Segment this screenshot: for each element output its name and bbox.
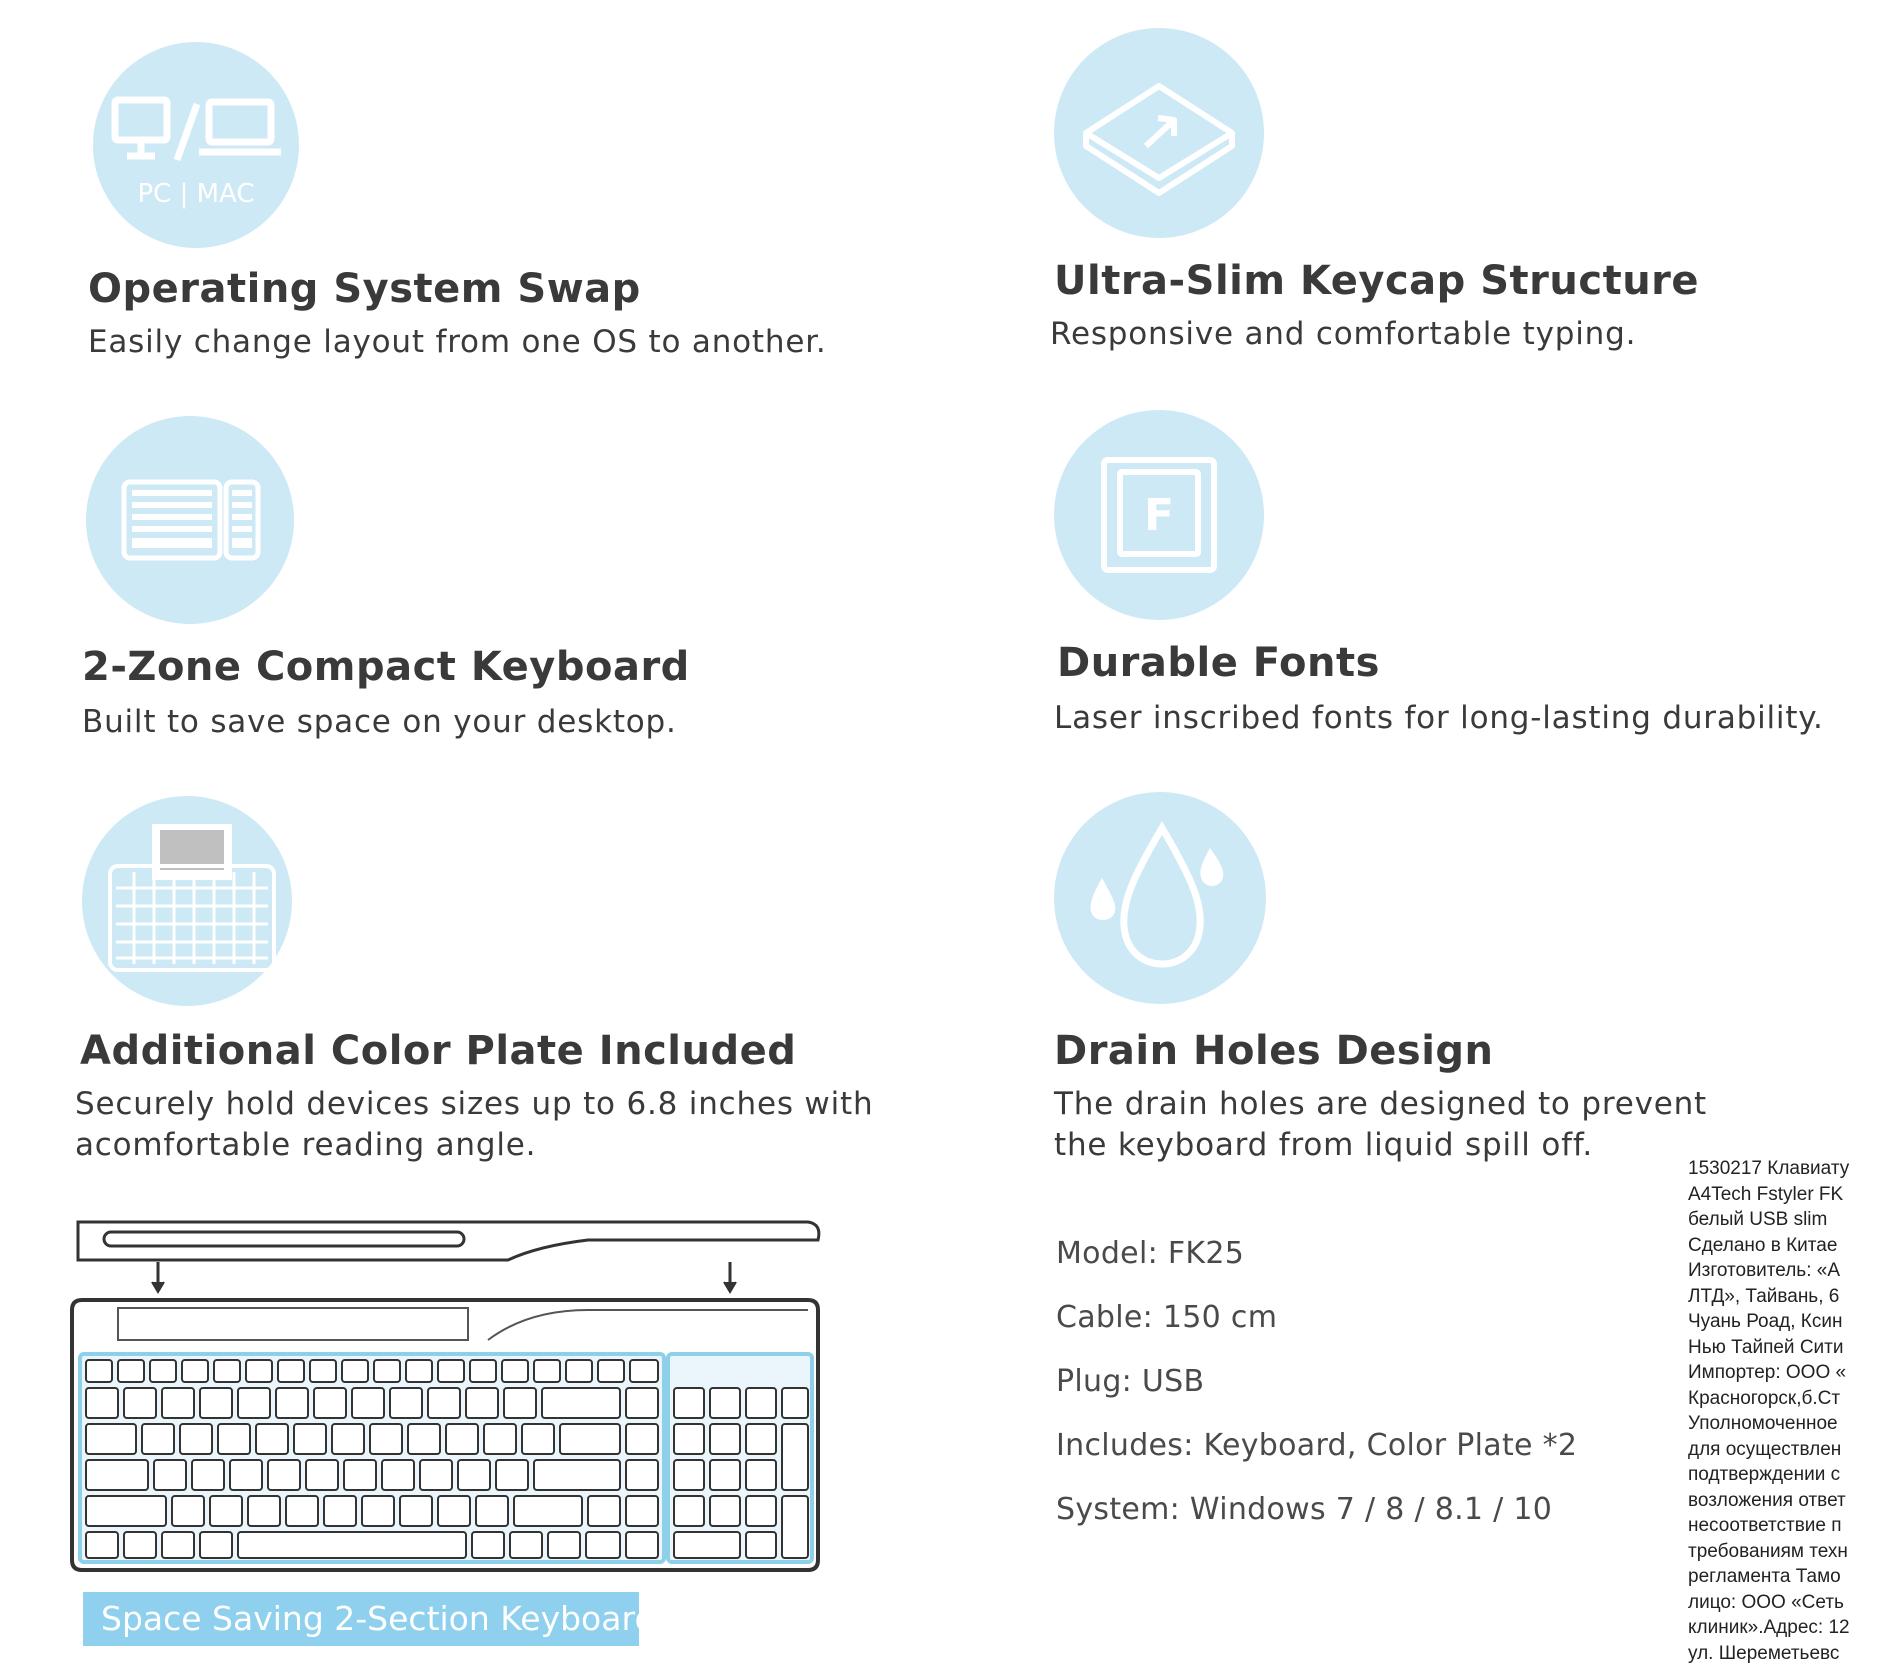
label-line: несоответствие п xyxy=(1688,1515,1842,1536)
product-label xyxy=(1688,1156,1880,1673)
keyboard-illustration xyxy=(68,1210,828,1580)
feature-title-drain-holes: Drain Holes Design xyxy=(1054,1028,1494,1074)
label-line: Уполномоченное xyxy=(1688,1413,1838,1434)
feature-desc-drain-holes-line2: the keyboard from liquid spill off. xyxy=(1054,1127,1593,1163)
spec-model: Model: FK25 xyxy=(1056,1236,1245,1271)
feature-desc-drain-holes-line1: The drain holes are designed to prevent xyxy=(1054,1086,1707,1122)
label-line: ЛТД», Тайвань, 6 xyxy=(1688,1285,1840,1307)
label-line: возложения ответ xyxy=(1688,1489,1846,1511)
feature-desc-os-swap: Easily change layout from one OS to another. xyxy=(88,324,827,360)
feature-desc-color-plate-line2: acomfortable reading angle. xyxy=(75,1127,537,1163)
spec-cable: Cable: 150 cm xyxy=(1056,1300,1278,1335)
pc-mac-icon xyxy=(93,42,299,248)
label-line: Красногорск,б.Ст xyxy=(1688,1387,1841,1409)
label-line: Нью Тайпей Сити xyxy=(1688,1336,1844,1358)
label-line: белый USB slim xyxy=(1688,1209,1828,1230)
label-line: ул. Шереметьевс xyxy=(1688,1642,1840,1664)
feature-desc-durable-fonts: Laser inscribed fonts for long-lasting durability. xyxy=(1054,700,1824,736)
feature-title-durable-fonts: Durable Fonts xyxy=(1057,640,1380,686)
feature-desc-drain-holes xyxy=(1054,1084,1707,1166)
compact-keyboard-icon xyxy=(86,416,294,624)
feature-title-slim-keycap: Ultra-Slim Keycap Structure xyxy=(1054,258,1700,304)
spec-includes: Includes: Keyboard, Color Plate *2 xyxy=(1056,1428,1578,1463)
label-line: Изготовитель: «А xyxy=(1688,1260,1840,1281)
label-line: для осуществлен xyxy=(1688,1438,1842,1460)
spec-system: System: Windows 7 / 8 / 8.1 / 10 xyxy=(1056,1492,1553,1527)
label-line: Сделано в Китае xyxy=(1688,1234,1838,1256)
label-line: Импортер: ООО « xyxy=(1688,1362,1847,1383)
label-line: подтверждении с xyxy=(1688,1464,1841,1485)
slim-keycap-icon xyxy=(1054,28,1264,238)
water-drops-icon xyxy=(1054,792,1266,1004)
f-keycap-icon xyxy=(1054,410,1264,620)
label-line: требованиям техн xyxy=(1688,1540,1848,1562)
feature-title-compact-keyboard: 2-Zone Compact Keyboard xyxy=(82,644,690,690)
label-line: клиник».Адрес: 12 xyxy=(1688,1617,1850,1638)
pc-mac-icon-text: PC | MAC xyxy=(137,179,255,209)
feature-title-color-plate: Additional Color Plate Included xyxy=(80,1028,797,1074)
label-line: регламента Тамо xyxy=(1688,1566,1841,1587)
feature-title-os-swap: Operating System Swap xyxy=(88,266,641,312)
spec-plug: Plug: USB xyxy=(1056,1364,1205,1399)
label-line: лицо: ООО «Сеть xyxy=(1688,1591,1844,1613)
f-keycap-icon-text: F xyxy=(1143,490,1175,541)
color-plate-keyboard-icon xyxy=(82,796,292,1006)
label-line: 1530217 Клавиату xyxy=(1688,1158,1850,1179)
banner-space-saving: Space Saving 2-Section Keyboard xyxy=(83,1592,639,1646)
feature-desc-color-plate xyxy=(75,1084,873,1166)
label-line: Чуань Роад, Ксин xyxy=(1688,1311,1843,1332)
feature-desc-color-plate-line1: Securely hold devices sizes up to 6.8 inches with xyxy=(75,1086,874,1122)
label-line: A4Tech Fstyler FK xyxy=(1688,1183,1844,1205)
feature-desc-compact-keyboard: Built to save space on your desktop. xyxy=(82,704,677,740)
feature-desc-slim-keycap: Responsive and comfortable typing. xyxy=(1050,316,1637,352)
